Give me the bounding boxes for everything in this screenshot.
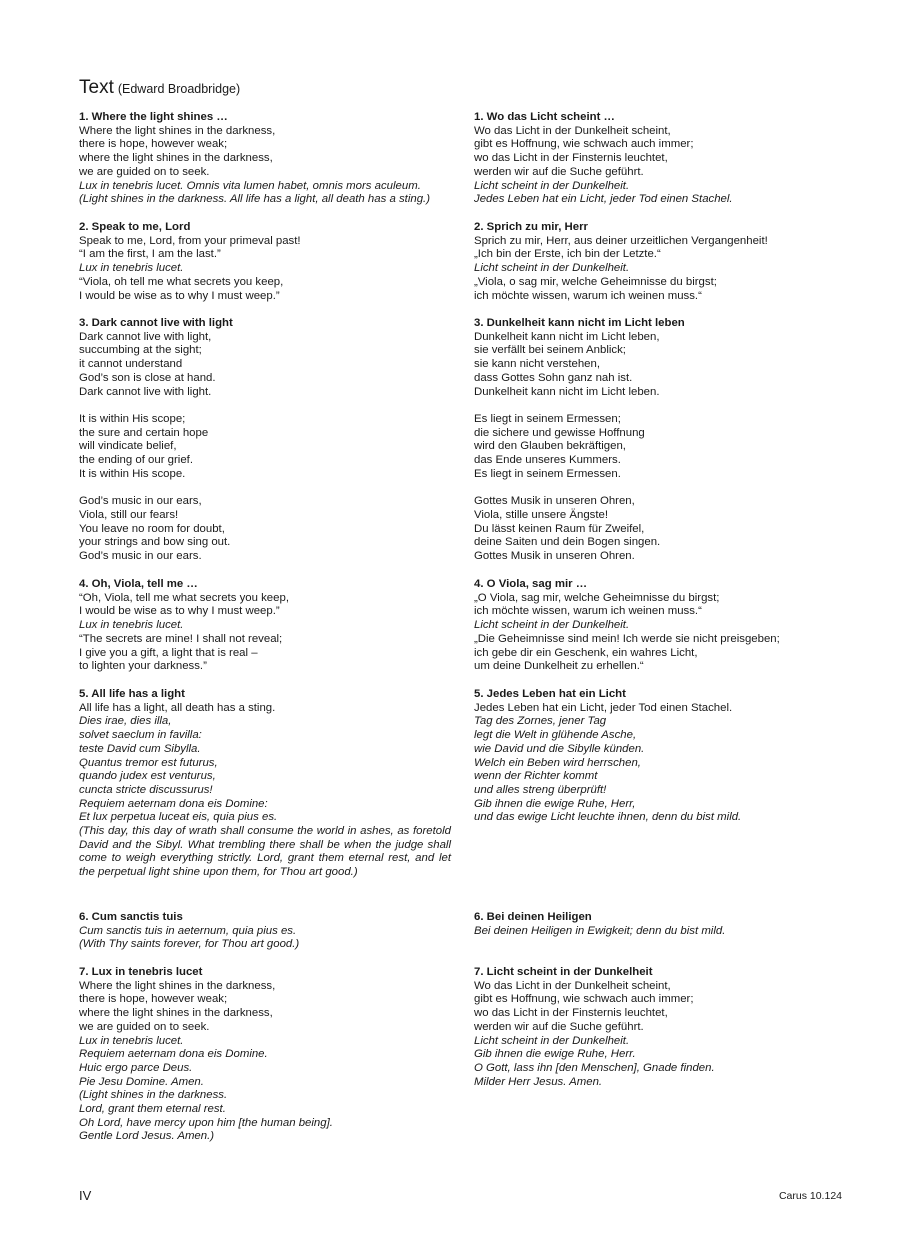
german-section xyxy=(474,688,874,825)
verse-line: Licht scheint in der Dunkelheit. xyxy=(474,619,630,632)
verse-line: Milder Herr Jesus. Amen. xyxy=(474,1075,603,1088)
section-heading: 1. Wo das Licht scheint … xyxy=(474,111,615,123)
verse-line: Wo das Licht in der Dunkelheit scheint, xyxy=(474,979,671,992)
verse-line: Gib ihnen die ewige Ruhe, Herr. xyxy=(474,1048,636,1061)
verse-line: Where the light shines in the darkness, xyxy=(79,979,276,992)
verse-line: Licht scheint in der Dunkelheit. xyxy=(474,1034,630,1047)
verse-line: there is hope, however weak; xyxy=(79,138,228,151)
verse-line: we are guided on to seek. xyxy=(79,165,210,178)
stanza-break xyxy=(79,399,451,413)
verse-line: sie verfällt bei seinem Anblick; xyxy=(474,344,626,357)
verse-line: wie David und die Sibylle künden. xyxy=(474,742,645,755)
verse-line: Jedes Leben hat ein Licht, jeder Tod einen Stachel. xyxy=(474,193,733,206)
verse-line: werden wir auf die Suche geführt. xyxy=(474,1020,644,1033)
section-heading: 4. Oh, Viola, tell me … xyxy=(79,578,198,590)
verse-line: gibt es Hoffnung, wie schwach auch immer; xyxy=(474,993,694,1006)
english-section xyxy=(79,221,451,303)
verse-line: (Light shines in the darkness. All life has a light, all death has a sting.) xyxy=(79,193,430,206)
section-heading: 7. Licht scheint in der Dunkelheit xyxy=(474,966,653,978)
english-section xyxy=(79,111,451,207)
english-section xyxy=(79,688,451,880)
verse-line: Dark cannot live with light. xyxy=(79,385,212,398)
stanza-break xyxy=(474,399,874,413)
verse-line: God’s music in our ears. xyxy=(79,549,202,562)
english-section xyxy=(79,966,451,1144)
verse-line: “Oh, Viola, tell me what secrets you keep, xyxy=(79,591,289,604)
page-title xyxy=(79,76,240,101)
verse-line: Licht scheint in der Dunkelheit. xyxy=(474,262,630,275)
verse-line: Jedes Leben hat ein Licht, jeder Tod einen Stachel. xyxy=(474,701,733,714)
verse-line: und alles streng überprüft! xyxy=(474,783,607,796)
verse-line: wo das Licht in der Finsternis leuchtet, xyxy=(474,1007,668,1020)
verse-line: I would be wise as to why I must weep.” xyxy=(79,605,280,618)
verse-line: Et lux perpetua luceat eis, quia pius es. xyxy=(79,811,278,824)
verse-line: Dies irae, dies illa, xyxy=(79,715,172,728)
verse-line: Bei deinen Heiligen in Ewigkeit; denn du bist mild. xyxy=(474,924,726,937)
verse-line: quando judex est venturus, xyxy=(79,770,216,783)
verse-line: um deine Dunkelheit zu erhellen.“ xyxy=(474,660,644,673)
verse-line: Requiem aeternam dona eis Domine. xyxy=(79,1048,268,1061)
german-section xyxy=(474,111,874,207)
verse-line: Gib ihnen die ewige Ruhe, Herr, xyxy=(474,797,636,810)
page-number: IV xyxy=(79,1188,92,1203)
english-section xyxy=(79,578,451,674)
verse-line: You leave no room for doubt, xyxy=(79,522,225,535)
verse-line: cuncta stricte discussurus! xyxy=(79,783,213,796)
translation-paragraph: (This day, this day of wrath shall consume the world in ashes, as foretold David and the Sibyl. What trembling there shall be when the judge shall come to weigh everything strictly. Lord, grant them eternal rest, and let the perpetual light shine upon them, for Thou art good.) xyxy=(79,825,451,879)
verse-line: Gottes Musik in unseren Ohren. xyxy=(474,549,635,562)
verse-line: we are guided on to seek. xyxy=(79,1020,210,1033)
verse-line: dass Gottes Sohn ganz nah ist. xyxy=(474,371,633,384)
verse-line: the ending of our grief. xyxy=(79,454,193,467)
verse-line: “The secrets are mine! I shall not reveal; xyxy=(79,632,283,645)
verse-line: to lighten your darkness.” xyxy=(79,660,207,673)
german-section xyxy=(474,221,874,303)
verse-line: Requiem aeternam dona eis Domine: xyxy=(79,797,268,810)
verse-line: solvet saeclum in favilla: xyxy=(79,729,202,742)
verse-line: where the light shines in the darkness, xyxy=(79,1007,273,1020)
verse-line: Cum sanctis tuis in aeternum, quia pius es. xyxy=(79,924,297,937)
verse-line: (Light shines in the darkness. xyxy=(79,1089,228,1102)
verse-line: wo das Licht in der Finsternis leuchtet, xyxy=(474,152,668,165)
section-heading: 5. Jedes Leben hat ein Licht xyxy=(474,688,626,700)
verse-line: God’s son is close at hand. xyxy=(79,371,216,384)
verse-line: legt die Welt in glühende Asche, xyxy=(474,729,637,742)
verse-line: It is within His scope; xyxy=(79,412,186,425)
verse-line: will vindicate belief, xyxy=(79,440,177,453)
title-author: (Edward Broadbridge) xyxy=(117,82,241,96)
verse-line: Lux in tenebris lucet. xyxy=(79,1034,184,1047)
verse-line: Gottes Musik in unseren Ohren, xyxy=(474,495,635,508)
english-section xyxy=(79,911,451,952)
verse-line: Du lässt keinen Raum für Zweifel, xyxy=(474,522,645,535)
verse-line: die sichere und gewisse Hoffnung xyxy=(474,426,645,439)
verse-line: Gentle Lord Jesus. Amen.) xyxy=(79,1130,215,1143)
verse-line: Lux in tenebris lucet. xyxy=(79,619,184,632)
verse-line: Where the light shines in the darkness, xyxy=(79,124,276,137)
verse-line: where the light shines in the darkness, xyxy=(79,152,273,165)
verse-line: Lord, grant them eternal rest. xyxy=(79,1103,226,1116)
section-heading: 2. Sprich zu mir, Herr xyxy=(474,221,588,233)
verse-line: und das ewige Licht leuchte ihnen, denn du bist mild. xyxy=(474,811,742,824)
verse-line: Es liegt in seinem Ermessen. xyxy=(474,467,621,480)
english-section xyxy=(79,317,451,564)
verse-line: werden wir auf die Suche geführt. xyxy=(474,165,644,178)
verse-line: „Die Geheimnisse sind mein! Ich werde sie nicht preisgeben; xyxy=(474,632,780,645)
verse-line: Dunkelheit kann nicht im Licht leben. xyxy=(474,385,660,398)
verse-line: God’s music in our ears, xyxy=(79,495,202,508)
verse-line: O Gott, lass ihn [den Menschen], Gnade finden. xyxy=(474,1061,715,1074)
verse-line: Tag des Zornes, jener Tag xyxy=(474,715,607,728)
verse-line: Licht scheint in der Dunkelheit. xyxy=(474,179,630,192)
verse-line: Pie Jesu Domine. Amen. xyxy=(79,1075,204,1088)
verse-line: the sure and certain hope xyxy=(79,426,209,439)
verse-line: sie kann nicht verstehen, xyxy=(474,358,601,371)
verse-line: Huic ergo parce Deus. xyxy=(79,1061,193,1074)
verse-line: there is hope, however weak; xyxy=(79,993,228,1006)
verse-line: Lux in tenebris lucet. xyxy=(79,262,184,275)
section-heading: 7. Lux in tenebris lucet xyxy=(79,966,203,978)
section-heading: 3. Dunkelheit kann nicht im Licht leben xyxy=(474,317,685,329)
verse-line: Viola, stille unsere Ängste! xyxy=(474,508,609,521)
stanza-break xyxy=(474,481,874,495)
section-heading: 6. Cum sanctis tuis xyxy=(79,911,183,923)
section-heading: 5. All life has a light xyxy=(79,688,185,700)
verse-line: your strings and bow sing out. xyxy=(79,536,231,549)
verse-line: Dunkelheit kann nicht im Licht leben, xyxy=(474,330,660,343)
verse-line: I would be wise as to why I must weep.” xyxy=(79,289,280,302)
verse-line: deine Saiten und dein Bogen singen. xyxy=(474,536,661,549)
german-section xyxy=(474,317,874,564)
verse-line: ich möchte wissen, warum ich weinen muss.“ xyxy=(474,289,702,302)
verse-line: „O Viola, sag mir, welche Geheimnisse du birgst; xyxy=(474,591,720,604)
verse-line: wird den Glauben bekräftigen, xyxy=(474,440,626,453)
verse-line: (With Thy saints forever, for Thou art good.) xyxy=(79,938,300,951)
verse-line: Dark cannot live with light, xyxy=(79,330,212,343)
verse-line: Lux in tenebris lucet. Omnis vita lumen habet, omnis mors aculeum. xyxy=(79,179,421,192)
verse-line: wenn der Richter kommt xyxy=(474,770,598,783)
section-heading: 1. Where the light shines … xyxy=(79,111,228,123)
verse-line: teste David cum Sibylla. xyxy=(79,742,201,755)
verse-line: “I am the first, I am the last.” xyxy=(79,248,221,261)
verse-line: Viola, still our fears! xyxy=(79,508,179,521)
section-heading: 4. O Viola, sag mir … xyxy=(474,578,588,590)
section-heading: 6. Bei deinen Heiligen xyxy=(474,911,592,923)
section-heading: 3. Dark cannot live with light xyxy=(79,317,233,329)
verse-line: Sprich zu mir, Herr, aus deiner urzeitlichen Vergangenheit! xyxy=(474,234,768,247)
verse-line: Oh Lord, have mercy upon him [the human being]. xyxy=(79,1116,333,1129)
verse-line: ich gebe dir ein Geschenk, ein wahres Licht, xyxy=(474,646,698,659)
verse-line: Quantus tremor est futurus, xyxy=(79,756,218,769)
stanza-break xyxy=(79,481,451,495)
verse-line: „Viola, o sag mir, welche Geheimnisse du birgst; xyxy=(474,275,717,288)
verse-line: it cannot understand xyxy=(79,358,183,371)
verse-line: Speak to me, Lord, from your primeval past! xyxy=(79,234,301,247)
verse-line: Welch ein Beben wird herrschen, xyxy=(474,756,641,769)
verse-line: „Ich bin der Erste, ich bin der Letzte.“ xyxy=(474,248,661,261)
verse-line: ich möchte wissen, warum ich weinen muss.“ xyxy=(474,605,702,618)
catalog-number: Carus 10.124 xyxy=(778,1190,842,1202)
verse-line: gibt es Hoffnung, wie schwach auch immer; xyxy=(474,138,694,151)
verse-line: das Ende unseres Kummers. xyxy=(474,454,621,467)
verse-line: Es liegt in seinem Ermessen; xyxy=(474,412,621,425)
verse-line: All life has a light, all death has a sting. xyxy=(79,701,276,714)
title-main: Text xyxy=(79,77,114,98)
verse-line: “Viola, oh tell me what secrets you keep, xyxy=(79,275,284,288)
verse-line: It is within His scope. xyxy=(79,467,186,480)
section-heading: 2. Speak to me, Lord xyxy=(79,221,191,233)
german-section xyxy=(474,578,874,674)
verse-line: I give you a gift, a light that is real – xyxy=(79,646,258,659)
verse-line: succumbing at the sight; xyxy=(79,344,202,357)
verse-line: Wo das Licht in der Dunkelheit scheint, xyxy=(474,124,671,137)
german-section xyxy=(474,911,874,938)
german-section xyxy=(474,966,874,1089)
